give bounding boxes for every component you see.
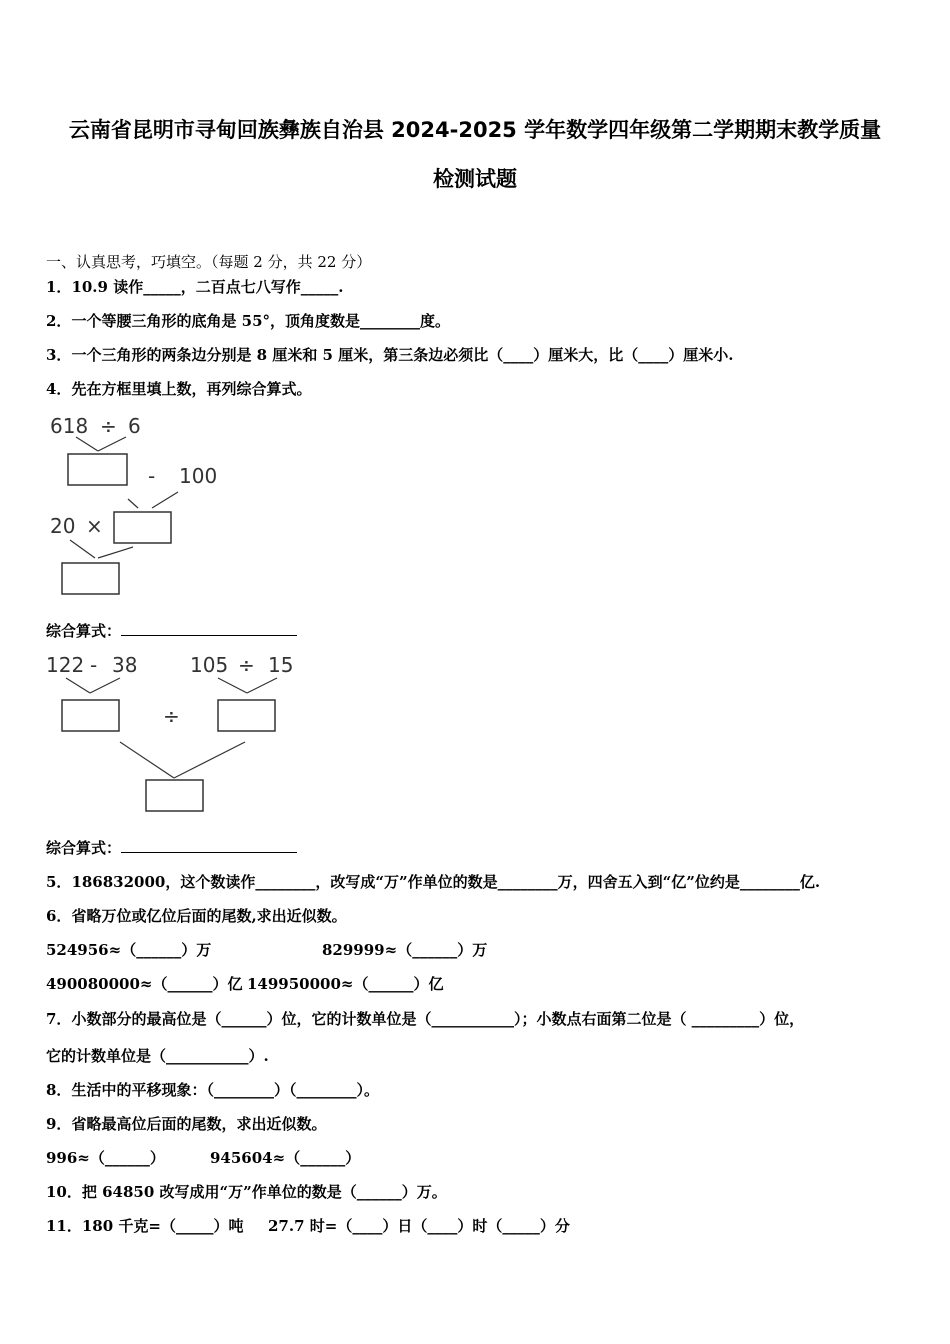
division-operator: ÷ [163,704,180,728]
question-number: 10． [46,1183,82,1201]
number-38: 38 [112,653,138,677]
question-number: 8． [46,1081,72,1099]
question-7-continued: 它的计数单位是（___________）. [46,1047,269,1065]
number-6: 6 [128,414,141,438]
question-3 [46,345,733,365]
number-122: 122 [46,653,85,677]
formula-label: 综合算式： [46,622,122,640]
answer-box[interactable] [114,512,171,543]
question-9b: 945604≈（______） [210,1149,361,1167]
calculation-diagram-2 [40,650,310,820]
question-9a: 996≈（______） [46,1149,165,1167]
question-9 [46,1114,326,1134]
document-title-line-2: 检测试题 [433,167,517,191]
formula-answer-blank[interactable] [121,621,297,636]
answer-box[interactable] [62,563,119,594]
multiply-operator: × [86,514,103,538]
question-number: 4． [46,380,72,398]
division-operator: ÷ [100,414,117,438]
question-6 [46,906,347,926]
question-number: 2． [46,312,72,330]
question-8 [46,1080,379,1100]
question-2 [46,311,450,331]
calculation-diagram-1 [40,405,240,600]
division-operator: ÷ [238,653,255,677]
question-6c: 490080000≈（______）亿 [46,975,243,993]
question-text: 省略万位或亿位后面的尾数,求出近似数。 [71,907,347,925]
question-6d: 149950000≈（______）亿 [247,975,444,993]
question-text: 10.9 读作_____，二百点七八写作_____. [71,278,344,296]
number-100: 100 [179,464,218,488]
question-text: 一个三角形的两条边分别是 8 厘米和 5 厘米，第三条边必须比（____）厘米大，比（____）厘米小. [71,346,734,364]
question-text: 生活中的平移现象：（________）（________）。 [71,1081,379,1099]
formula-line-2 [46,838,297,858]
question-number: 1． [46,278,72,296]
question-5 [46,872,820,892]
answer-box[interactable] [218,700,275,731]
question-text: 一个等腰三角形的底角是 55°，顶角度数是________度。 [71,312,451,330]
question-number: 11． [46,1217,82,1235]
answer-box[interactable] [68,454,127,485]
question-text: 把 64850 改写成用“万”作单位的数是（______）万。 [81,1183,447,1201]
question-text: 186832000，这个数读作________，改写成“万”作单位的数是________万，四舍五入到“亿”位约是________亿. [71,873,821,891]
question-11b: 27.7 时=（____）日（____）时（_____）分 [268,1217,570,1235]
question-text: 先在方框里填上数，再列综合算式。 [71,380,312,398]
question-10 [46,1182,447,1202]
question-number: 5． [46,873,72,891]
answer-box[interactable] [146,780,203,811]
minus-operator: - [90,653,98,677]
document-title-line-1: 云南省昆明市寻甸回族彝族自治县 2024-2025 学年数学四年级第二学期期末教学质量 [68,118,882,142]
question-text: 小数部分的最高位是（______）位，它的计数单位是（___________）；小数点右面第二位是（ _________）位， [71,1010,805,1028]
formula-answer-blank[interactable] [121,838,297,853]
question-number: 6． [46,907,72,925]
formula-line-1 [46,621,297,641]
number-20: 20 [50,514,76,538]
question-number: 9． [46,1115,72,1133]
question-6b: 829999≈（______）万 [322,941,488,959]
question-text: 省略最高位后面的尾数，求出近似数。 [71,1115,327,1133]
section-heading: 一、认真思考，巧填空。（每题 2 分，共 22 分） [46,253,372,271]
question-4 [46,379,311,399]
number-105: 105 [190,653,229,677]
question-text: 180 千克=（_____）吨 [81,1217,244,1235]
question-7 [46,1009,804,1029]
question-11 [46,1216,243,1236]
question-6a: 524956≈（______）万 [46,941,212,959]
minus-operator: - [148,464,156,488]
answer-box[interactable] [62,700,119,731]
formula-label: 综合算式： [46,839,122,857]
question-number: 7． [46,1010,72,1028]
number-15: 15 [268,653,294,677]
number-618: 618 [50,414,89,438]
question-number: 3． [46,346,72,364]
question-1 [46,277,343,297]
